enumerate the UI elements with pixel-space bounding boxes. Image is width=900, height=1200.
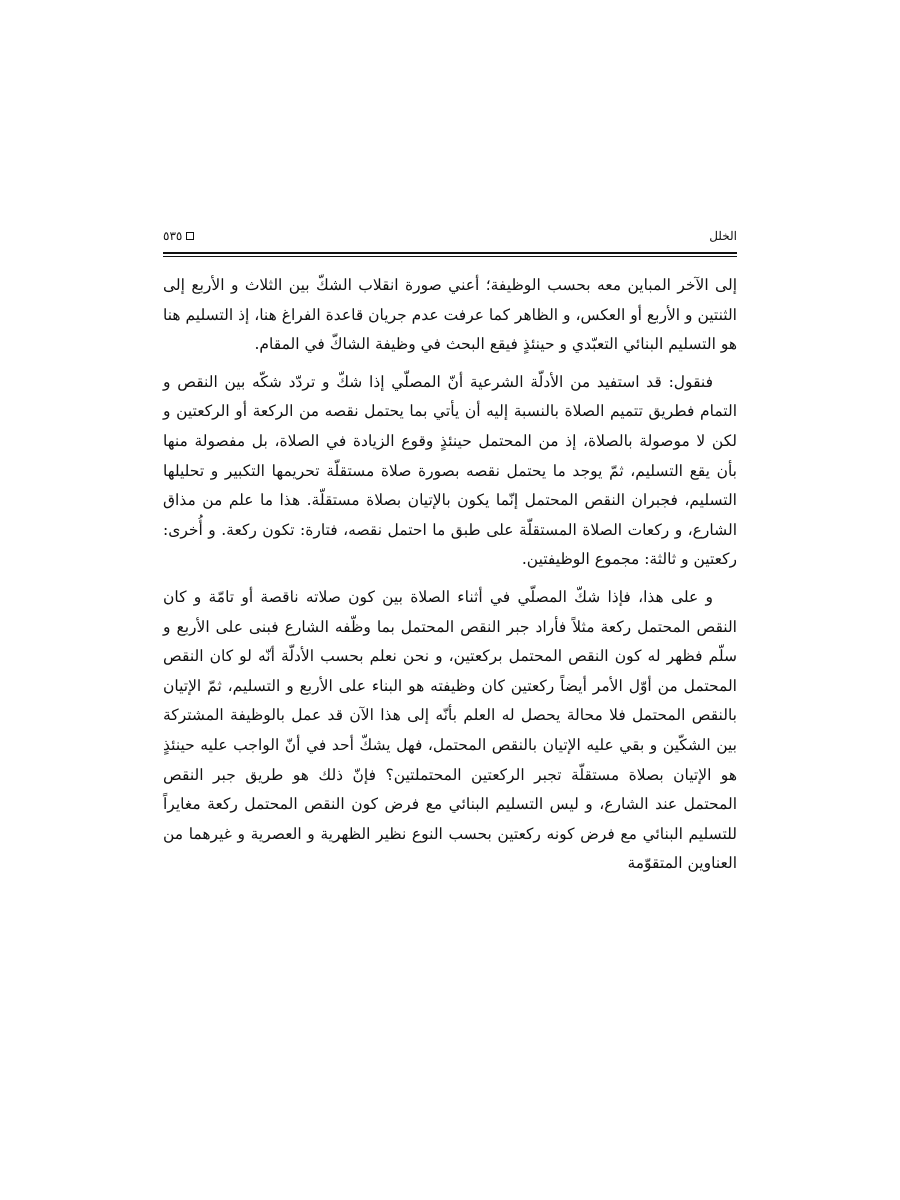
square-outline-icon: [186, 232, 194, 240]
page-number: ٥٣٥: [163, 229, 183, 243]
book-page: [163, 226, 737, 887]
page-header: [163, 226, 737, 250]
paragraph-1: إلى الآخر المباين معه بحسب الوظيفة؛ أعني صورة انقلاب الشكّ بين الثلاث و الأربع إلى الثنتين و الأربع أو العكس، و الظاهر كما عرفت عدم جريان قاعدة الفراغ هنا، إذ التسليم هنا هو التسليم البنائي التعبّدي و حينئذٍ فيقع البحث في وظيفة الشاكّ في المقام.: [162, 276, 737, 354]
body-text: [163, 271, 737, 879]
paragraph-2: فنقول: قد استفيد من الأدلّة الشرعية أنّ المصلّي إذا شكّ و تردّد شكّه بين النقص و التمام فطريق تتميم الصلاة بالنسبة إليه أن يأتي بما يحتمل نقصه من الركعة أو الركعتين و لكن لا موصولة بالصلاة، إذ من المحتمل حينئذٍ وقوع الزيادة في الصلاة، بل مفصولة منها بأن يقع التسليم، ثمّ يوجد ما يحتمل نقصه بصورة صلاة مستقلّة تحريمها التكبير و تحليلها التسليم، فجبران النقص المحتمل إنّما يكون بالإتيان بصلاة مستقلّة. هذا ما علم من مذاق الشارع، و ركعات الصلاة المستقلّة على طبق ما احتمل نقصه، فتارة: تكون ركعة. و أُخرى: ركعتين و ثالثة: مجموع الوظيفتين.: [163, 372, 737, 569]
header-rule-thick: [163, 252, 737, 254]
header-rule-thin: [163, 256, 737, 257]
paragraph-3: و على هذا، فإذا شكّ المصلّي في أثناء الصلاة بين كون صلاته ناقصة أو تامّة و كان النقص المحتمل ركعة مثلاً فأراد جبر النقص المحتمل بما وظّفه الشارع فبنى على الأربع و سلّم فظهر له كون النقص المحتمل بركعتين، و نحن نعلم بحسب الأدلّة أنّه لو كان النقص المحتمل من أوّل الأمر أيضاً ركعتين كان وظيفته هو البناء على الأربع و التسليم، ثمّ الإتيان بالنقص المحتمل فلا محالة يحصل له العلم بأنّه إلى هذا الآن قد عمل بالوظيفة المشتركة بين الشكّين و بقي عليه الإتيان بالنقص المحتمل، فهل يشكّ أحد في أنّ الواجب عليه حينئذٍ هو الإتيان بصلاة مستقلّة تجبر الركعتين المحتملتين؟ فإنّ ذلك هو طريق جبر النقص المحتمل عند الشارع، و ليس التسليم البنائي مع فرض كون النقص المحتمل ركعة مغايراً للتسليم البنائي مع فرض كونه ركعتين بحسب النوع نظير الظهرية و العصرية و غيرهما من العناوين المتقوّمة: [163, 587, 737, 873]
running-title: الخلل: [709, 229, 737, 243]
page-number-group: [163, 228, 194, 244]
